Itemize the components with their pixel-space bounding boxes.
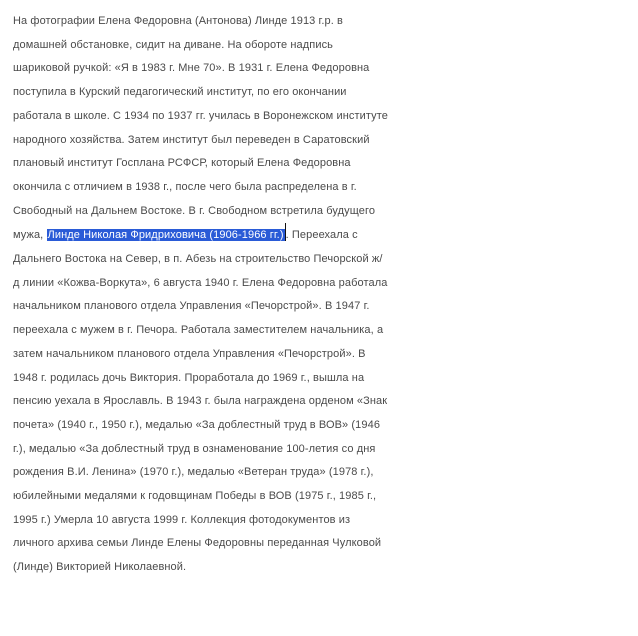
text-line-24: (Линде) Викторией Николаевной. (13, 561, 187, 574)
text-line-21: юбилейными медалями к годовщинам Победы в ВОВ (1975 г., 1985 г., (13, 490, 377, 503)
text-line-7: плановый институт Госплана РСФСР, который Елена Федоровна (13, 157, 351, 170)
text-line-22: 1995 г.) Умерла 10 августа 1999 г. Коллекция фотодокументов из (13, 513, 351, 526)
text-line-10 (13, 223, 635, 248)
text-line-5: работала в школе. С 1934 по 1937 гг. училась в Воронежском институте (13, 109, 388, 122)
text-line-11: Дальнего Востока на Север, в п. Абезь на строительство Печорской ж/ (13, 253, 383, 266)
text-line-16: 1948 г. родилась дочь Виктория. Проработала до 1969 г., вышла на (13, 371, 365, 384)
text-line-17: пенсию уехала в Ярославль. В 1943 г. была награждена орденом «Знак (13, 395, 388, 408)
text-line-19: г.), медалью «За доблестный труд в ознаменование 100-летия со дня (13, 442, 376, 455)
text-line-12: д линии «Кожва-Воркута», 6 августа 1940 г. Елена Федоровна работала (13, 276, 388, 289)
text-line-14: переехала с мужем в г. Печора. Работала заместителем начальника, а (13, 324, 384, 337)
document-text (13, 10, 635, 580)
text-line-20: рождения В.И. Ленина» (1970 г.), медалью «Ветеран труда» (1978 г.), (13, 466, 374, 479)
text-line-9: Свободный на Дальнем Востоке. В г. Свободном встретила будущего (13, 204, 376, 217)
text-line-6: народного хозяйства. Затем институт был переведен в Саратовский (13, 133, 370, 146)
text-line-2: домашней обстановке, сидит на диване. На обороте надпись (13, 38, 333, 51)
text-line-10-start: мужа, (13, 229, 47, 242)
text-line-18: почета» (1940 г., 1950 г.), медалью «За доблестный труд в ВОВ» (1946 (13, 418, 381, 431)
text-line-13: начальником планового отдела Управления «Печорстрой». В 1947 г. (13, 300, 370, 313)
text-line-15: затем начальником планового отдела Управления «Печорстрой». В (13, 347, 366, 360)
text-line-4: поступила в Курский педагогический институт, по его окончании (13, 86, 347, 99)
text-line-10-end: . Переехала с (285, 229, 358, 242)
text-line-1: На фотографии Елена Федоровна (Антонова) Линде 1913 г.р. в (13, 15, 343, 27)
text-line-23: личного архива семьи Линде Елены Федоровны переданная Чулковой (13, 537, 382, 550)
text-line-8: окончила с отличием в 1938 г., после чего была распределена в г. (13, 180, 357, 193)
selected-text-highlight[interactable]: Линде Николая Фридриховича (1906-1966 гг.) (47, 229, 284, 242)
text-line-3: шариковой ручкой: «Я в 1983 г. Мне 70». В 1931 г. Елена Федоровна (13, 62, 370, 75)
